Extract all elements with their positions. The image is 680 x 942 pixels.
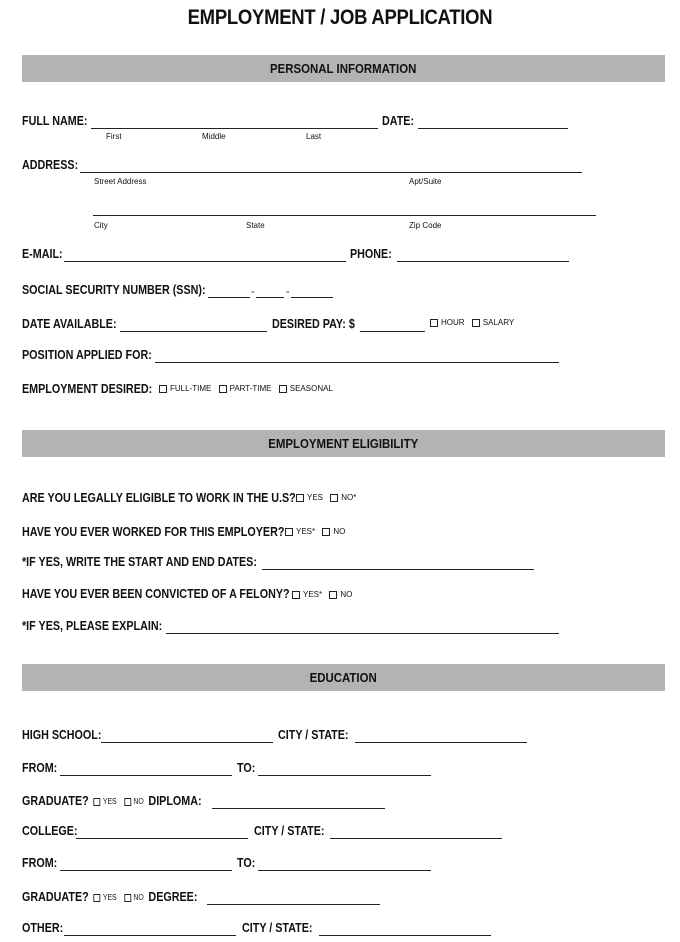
high-school-city-state-field[interactable] (355, 742, 527, 743)
city-caption: City (94, 221, 108, 230)
part-time-checkbox[interactable] (219, 385, 227, 393)
street-address-field[interactable] (80, 172, 582, 173)
no-option-label: NO (133, 797, 144, 807)
high-school-from-label: FROM: (22, 761, 58, 775)
street-caption: Street Address (94, 177, 147, 186)
part-time-option-label: PART-TIME (229, 384, 272, 394)
date-field[interactable] (418, 128, 568, 129)
degree-label: DEGREE: (148, 890, 198, 904)
high-school-from-field[interactable] (60, 775, 232, 776)
apt-caption: Apt/Suite (409, 177, 442, 186)
high-school-city-state-label: CITY / STATE: (278, 728, 349, 742)
diploma-label: DIPLOMA: (148, 794, 202, 808)
date-label: DATE: (382, 114, 415, 128)
address-label: ADDRESS: (22, 158, 79, 172)
other-school-field[interactable] (64, 935, 236, 936)
college-from-label: FROM: (22, 856, 58, 870)
college-to-field[interactable] (258, 870, 431, 871)
college-from-field[interactable] (60, 870, 232, 871)
seasonal-option-label: SEASONAL (289, 384, 333, 394)
other-city-state-label: CITY / STATE: (242, 921, 313, 935)
date-available-field[interactable] (120, 331, 267, 332)
salary-checkbox[interactable] (472, 319, 480, 327)
felony-explain-field[interactable] (166, 633, 559, 634)
college-to-label: TO: (237, 856, 256, 870)
no-option-label: NO (333, 527, 346, 537)
felony-no-checkbox[interactable] (329, 591, 337, 599)
position-field[interactable] (155, 362, 559, 363)
no-option-label: NO (133, 893, 144, 903)
high-school-graduate-no-checkbox[interactable] (124, 798, 131, 806)
section-header-eligibility (22, 430, 665, 457)
full-name-field[interactable] (91, 128, 378, 129)
first-caption: First (106, 132, 122, 141)
ssn-part-1-field[interactable] (208, 297, 250, 298)
city-state-zip-field[interactable] (93, 215, 596, 216)
full-name-label: FULL NAME: (22, 114, 88, 128)
yes-option-label: YES (307, 493, 324, 503)
worked-before-no-checkbox[interactable] (322, 528, 330, 536)
college-field[interactable] (76, 838, 248, 839)
degree-field[interactable] (207, 904, 380, 905)
legally-eligible-options (296, 493, 361, 502)
legally-eligible-yes-checkbox[interactable] (296, 494, 304, 502)
section-title: PERSONAL INFORMATION (270, 61, 417, 76)
employment-type-group (159, 384, 338, 393)
college-label: COLLEGE: (22, 824, 78, 838)
college-city-state-field[interactable] (330, 838, 502, 839)
felony-options (292, 590, 357, 599)
start-end-dates-label: *IF YES, WRITE THE START AND END DATES: (22, 555, 257, 569)
high-school-field[interactable] (101, 742, 273, 743)
email-label: E-MAIL: (22, 247, 63, 261)
worked-before-yes-checkbox[interactable] (285, 528, 293, 536)
phone-field[interactable] (397, 261, 569, 262)
other-school-label: OTHER: (22, 921, 64, 935)
desired-pay-field[interactable] (360, 331, 425, 332)
college-city-state-label: CITY / STATE: (254, 824, 325, 838)
legally-eligible-no-checkbox[interactable] (330, 494, 338, 502)
high-school-to-field[interactable] (258, 775, 431, 776)
section-title: EDUCATION (309, 670, 378, 685)
seasonal-checkbox[interactable] (279, 385, 287, 393)
college-graduate-row (22, 890, 197, 904)
state-caption: State (246, 221, 265, 230)
desired-pay-label: DESIRED PAY: $ (272, 317, 355, 331)
hour-option-label: HOUR (441, 318, 465, 328)
legally-eligible-question: ARE YOU LEGALLY ELIGIBLE TO WORK IN THE U.S? (22, 491, 296, 505)
ssn-dash-1: - (251, 286, 255, 298)
college-graduate-yes-checkbox[interactable] (93, 894, 100, 902)
graduate-label: GRADUATE? (22, 794, 89, 808)
no-option-label: NO (340, 590, 353, 600)
ssn-dash-2: - (286, 286, 290, 298)
yes-option-label: YES* (303, 590, 323, 600)
full-time-option-label: FULL-TIME (170, 384, 212, 394)
salary-option-label: SALARY (482, 318, 515, 328)
phone-label: PHONE: (350, 247, 392, 261)
section-title: EMPLOYMENT ELIGIBILITY (268, 436, 419, 451)
diploma-field[interactable] (212, 808, 385, 809)
middle-caption: Middle (202, 132, 226, 141)
start-end-dates-field[interactable] (262, 569, 534, 570)
email-field[interactable] (64, 261, 346, 262)
last-caption: Last (306, 132, 322, 141)
felony-question: HAVE YOU EVER BEEN CONVICTED OF A FELONY? (22, 587, 290, 601)
hour-checkbox[interactable] (430, 319, 438, 327)
full-time-checkbox[interactable] (159, 385, 167, 393)
felony-explain-label: *IF YES, PLEASE EXPLAIN: (22, 619, 163, 633)
college-graduate-no-checkbox[interactable] (124, 894, 131, 902)
high-school-graduate-yes-checkbox[interactable] (93, 798, 100, 806)
position-label: POSITION APPLIED FOR: (22, 348, 152, 362)
ssn-part-2-field[interactable] (256, 297, 284, 298)
zip-caption: Zip Code (409, 221, 442, 230)
other-city-state-field[interactable] (319, 935, 491, 936)
form-title: EMPLOYMENT / JOB APPLICATION (187, 6, 493, 29)
worked-before-options (285, 527, 350, 536)
section-header-education (22, 664, 665, 691)
high-school-to-label: TO: (237, 761, 256, 775)
ssn-label: SOCIAL SECURITY NUMBER (SSN): (22, 283, 206, 297)
date-available-label: DATE AVAILABLE: (22, 317, 117, 331)
graduate-label: GRADUATE? (22, 890, 89, 904)
worked-before-question: HAVE YOU EVER WORKED FOR THIS EMPLOYER? (22, 525, 285, 539)
yes-option-label: YES* (296, 527, 316, 537)
felony-yes-checkbox[interactable] (292, 591, 300, 599)
yes-option-label: YES (102, 893, 117, 903)
no-option-label: NO* (341, 493, 357, 503)
yes-option-label: YES (102, 797, 117, 807)
section-header-personal (22, 55, 665, 82)
pay-type-group (430, 318, 519, 327)
employment-desired-label: EMPLOYMENT DESIRED: (22, 382, 153, 396)
ssn-part-3-field[interactable] (291, 297, 333, 298)
high-school-label: HIGH SCHOOL: (22, 728, 102, 742)
high-school-graduate-row (22, 794, 202, 808)
